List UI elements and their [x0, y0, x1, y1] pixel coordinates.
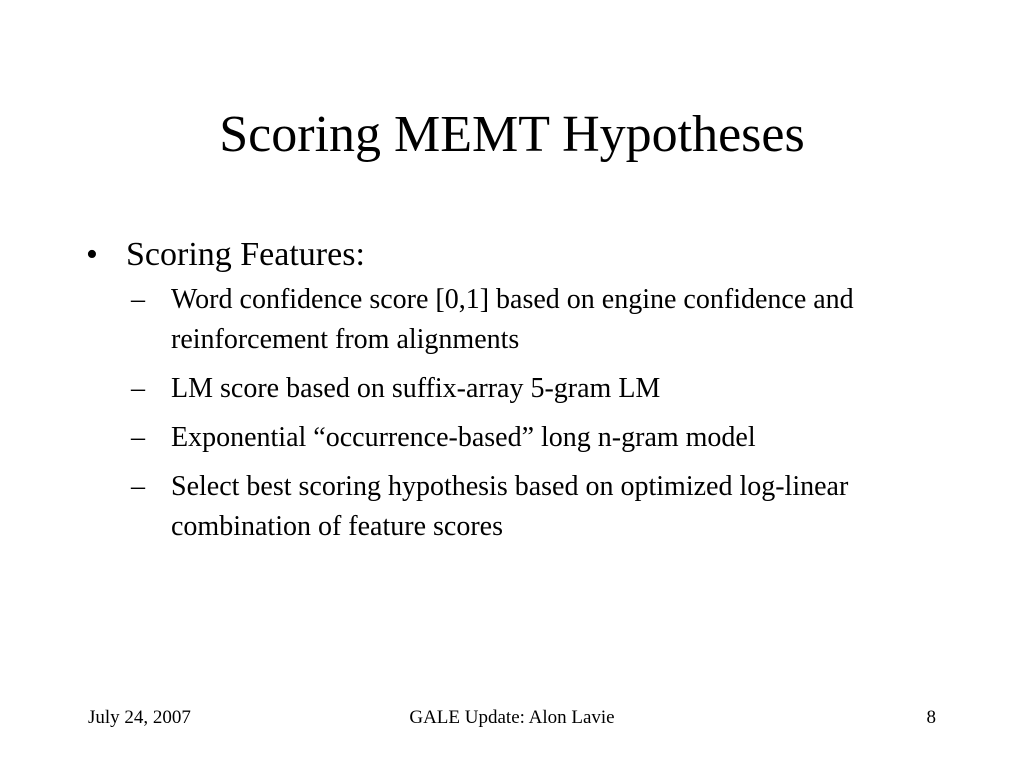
bullet-marker: •	[86, 236, 98, 273]
main-bullet-text: Scoring Features:	[126, 236, 365, 273]
sub-bullet-item	[126, 467, 946, 547]
sub-bullet-text: Select best scoring hypothesis based on optimized log-linear combination of feature scores	[171, 471, 849, 542]
sub-bullet-item	[126, 280, 946, 360]
main-bullet	[86, 230, 946, 280]
sub-bullet-list	[126, 280, 946, 547]
sub-bullet-text: Exponential “occurrence-based” long n-gram model	[171, 422, 756, 453]
slide-content	[86, 230, 946, 556]
dash-marker: –	[131, 284, 145, 315]
slide-title: Scoring MEMT Hypotheses	[219, 106, 805, 163]
sub-bullet-text: Word confidence score [0,1] based on engine confidence and reinforcement from alignments	[171, 284, 854, 355]
footer-presenter: GALE Update: Alon Lavie	[409, 707, 615, 728]
dash-marker: –	[131, 422, 145, 453]
footer-page-number: 8	[926, 707, 936, 728]
sub-bullet-item	[126, 418, 946, 458]
dash-marker: –	[131, 373, 145, 404]
sub-bullet-item	[126, 369, 946, 409]
footer-date: July 24, 2007	[88, 707, 191, 728]
sub-bullet-text: LM score based on suffix-array 5-gram LM	[171, 373, 661, 404]
dash-marker: –	[131, 471, 145, 502]
